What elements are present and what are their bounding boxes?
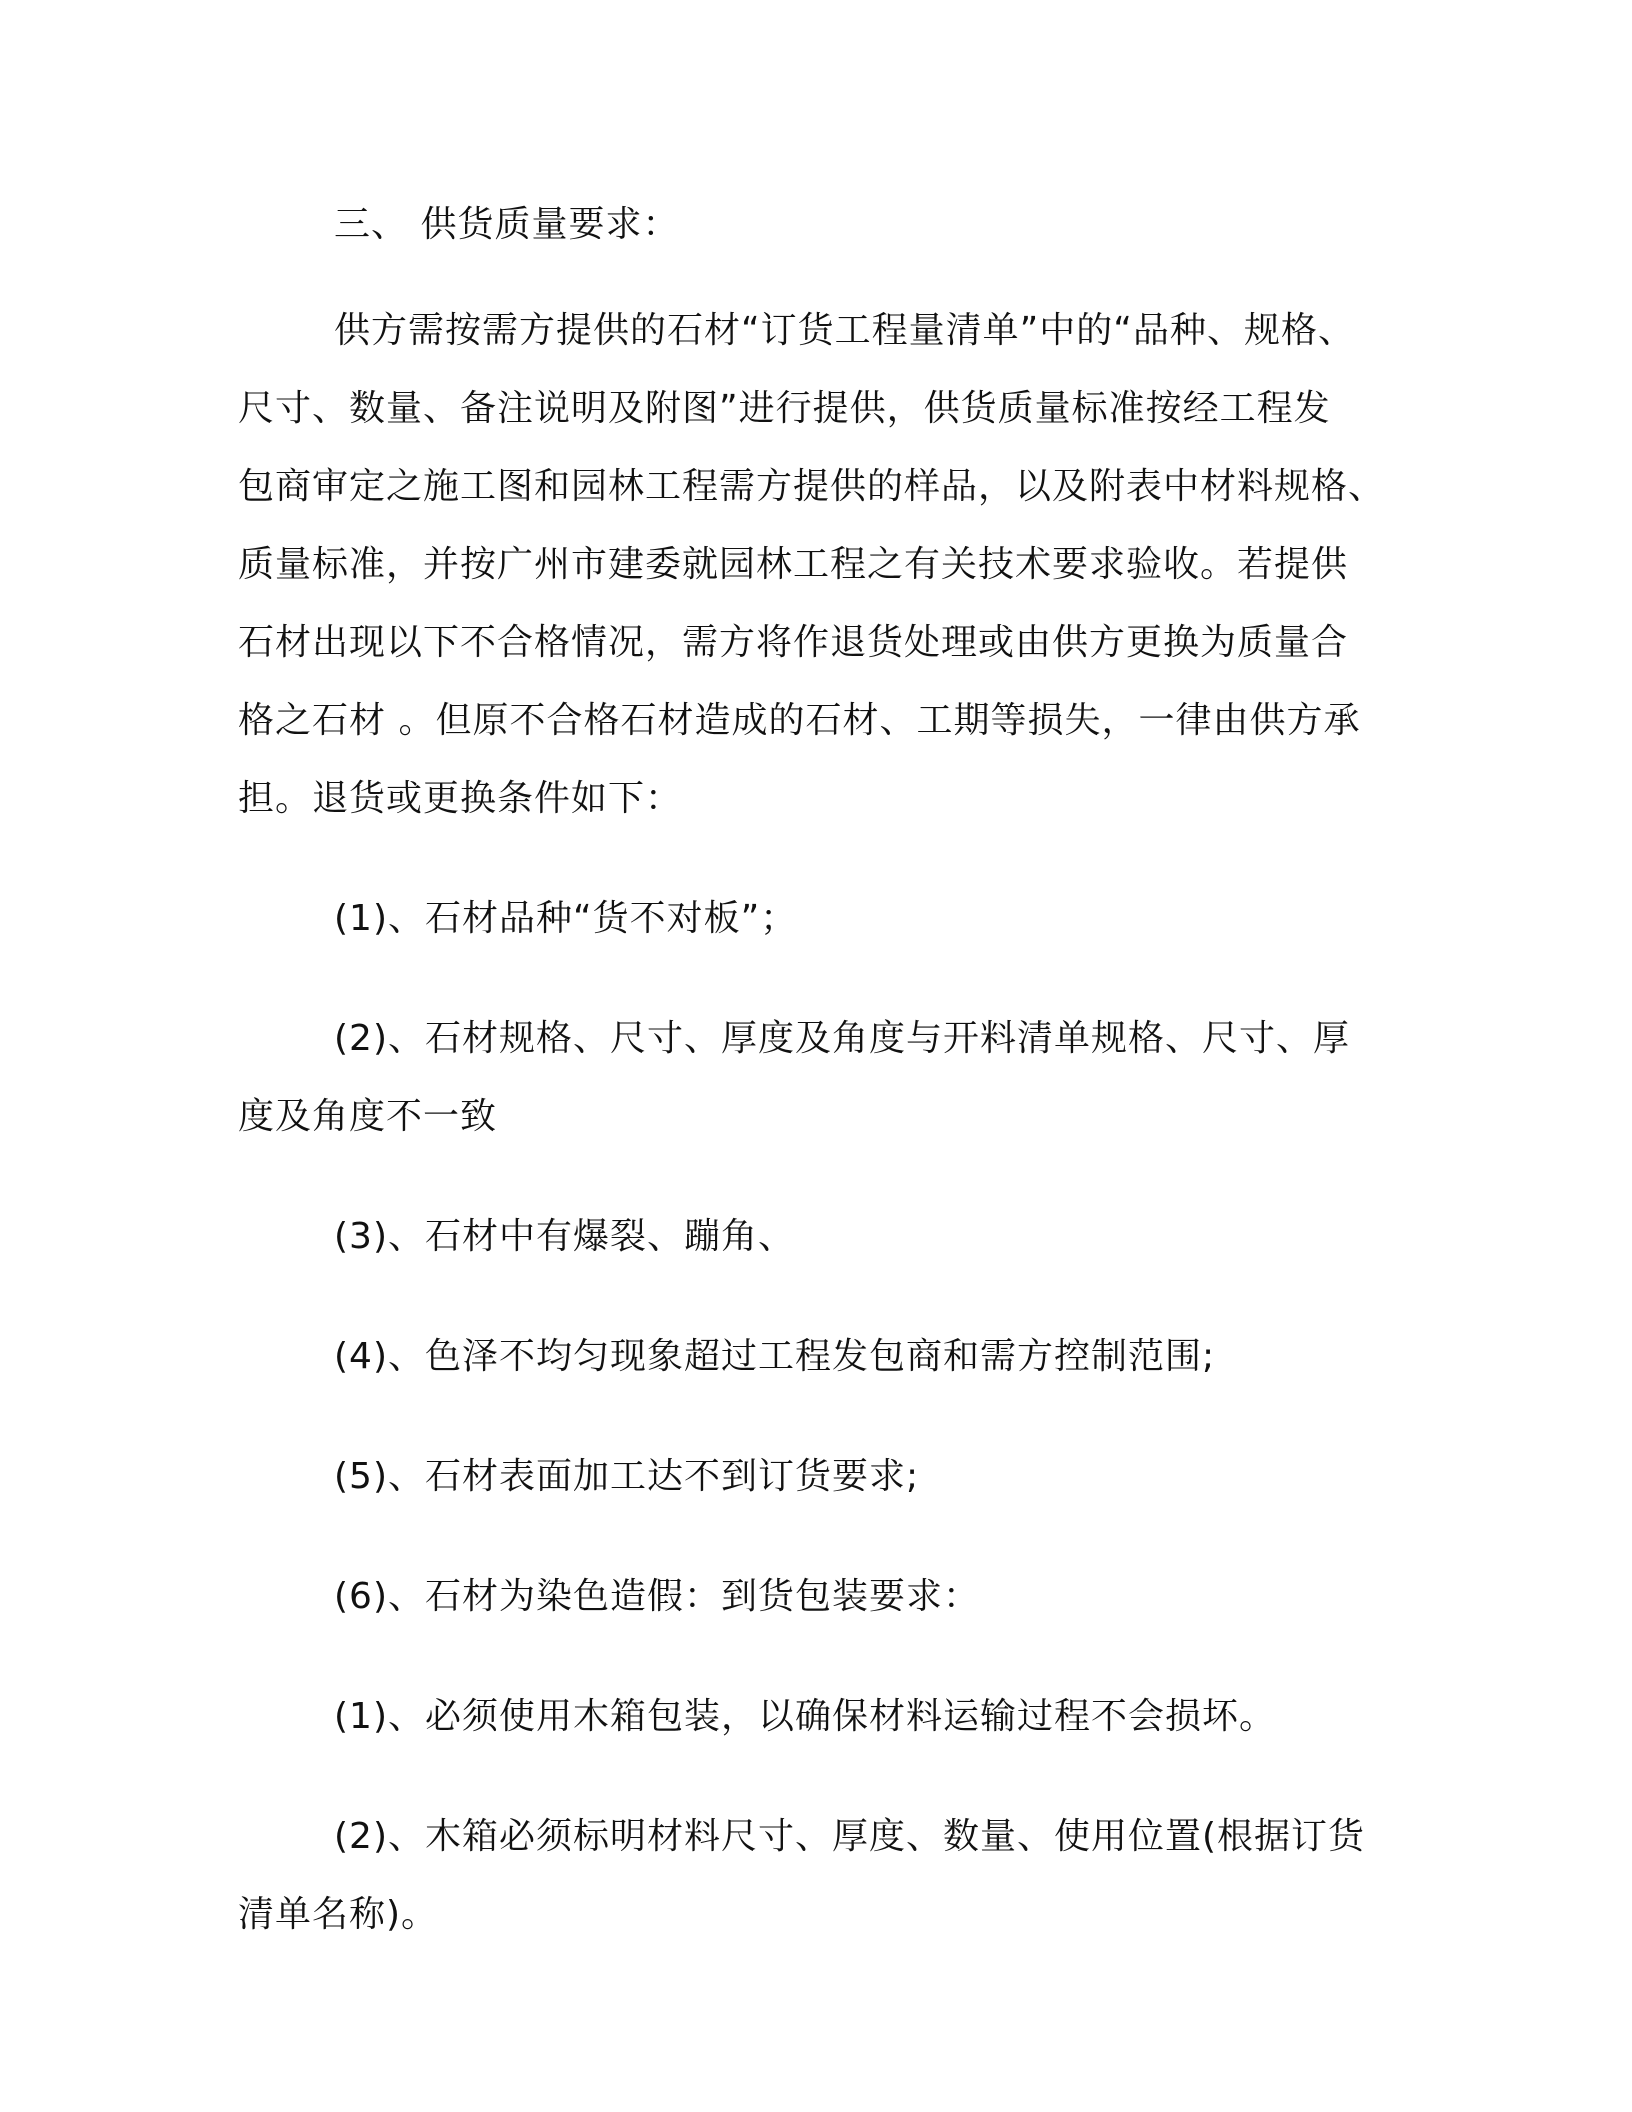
return-condition-2	[238, 1000, 1398, 1156]
paragraph-line: 石材出现以下不合格情况，需方将作退货处理或由供方更换为质量合	[238, 622, 1349, 663]
list-item-line: (2)、木箱必须标明材料尺寸、厚度、数量、使用位置(根据订货	[334, 1816, 1366, 1857]
packaging-requirement-2	[238, 1798, 1398, 1954]
return-condition-3: (3)、石材中有爆裂、蹦角、	[334, 1216, 795, 1257]
paragraph-line: 供方需按需方提供的石材“订货工程量清单”中的“品种、规格、	[334, 310, 1355, 351]
return-condition-5: (5)、石材表面加工达不到订货要求;	[334, 1456, 920, 1497]
paragraph-line: 质量标准，并按广州市建委就园林工程之有关技术要求验收。若提供	[238, 544, 1349, 585]
paragraph-line: 担。退货或更换条件如下：	[238, 778, 683, 819]
main-paragraph	[238, 292, 1398, 838]
return-condition-4: (4)、色泽不均匀现象超过工程发包商和需方控制范围;	[334, 1336, 1216, 1377]
document-body	[238, 186, 1398, 1954]
list-item-line: 清单名称)。	[238, 1894, 439, 1935]
paragraph-line: 包商审定之施工图和园林工程需方提供的样品，以及附表中材料规格、	[238, 466, 1386, 507]
paragraph-line: 格之石材 。但原不合格石材造成的石材、工期等损失，一律由供方承	[238, 700, 1361, 741]
list-item-line: (2)、石材规格、尺寸、厚度及角度与开料清单规格、尺寸、厚	[334, 1018, 1350, 1059]
paragraph-line: 尺寸、数量、备注说明及附图”进行提供，供货质量标准按经工程发	[238, 388, 1331, 429]
packaging-requirement-1: (1)、必须使用木箱包装，以确保材料运输过程不会损坏。	[334, 1696, 1276, 1737]
list-item-line: 度及角度不一致	[238, 1096, 498, 1137]
return-condition-6: (6)、石材为染色造假：到货包装要求：	[334, 1576, 980, 1617]
return-condition-1: (1)、石材品种“货不对板”；	[334, 898, 798, 939]
section-heading: 三、 供货质量要求：	[334, 204, 680, 245]
